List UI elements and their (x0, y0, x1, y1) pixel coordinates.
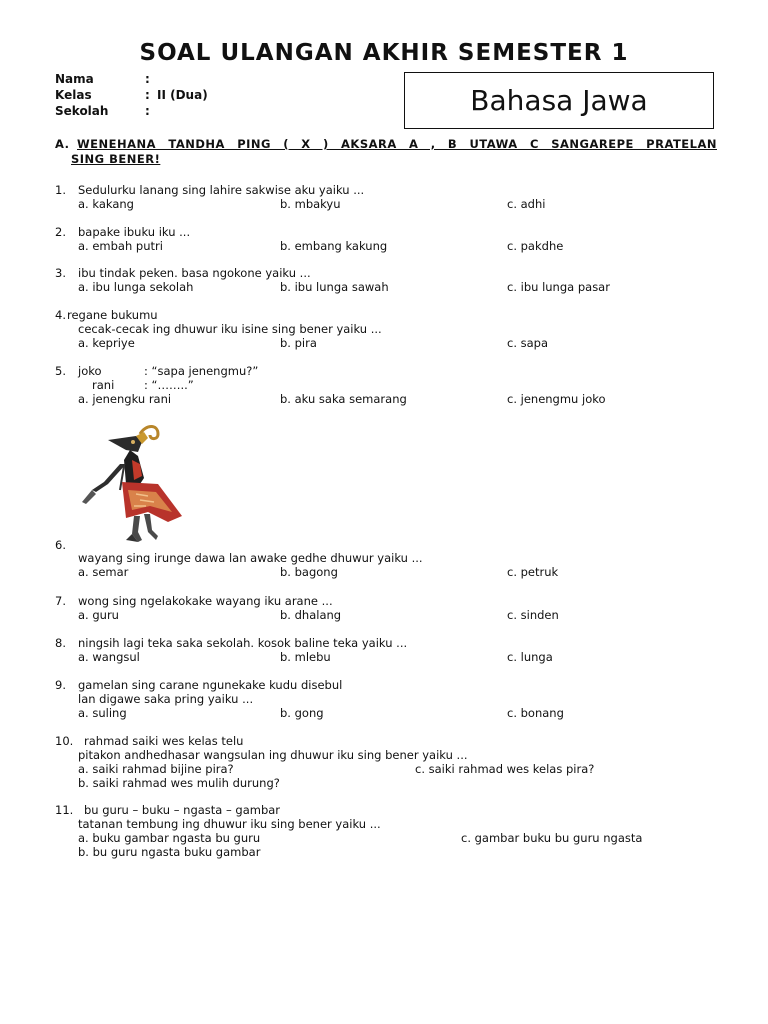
question-number: 6. (55, 538, 66, 552)
dialog-line: : “sapa jenengmu?” (144, 364, 259, 378)
question-text: wong sing ngelakokake wayang iku arane ... (78, 594, 333, 608)
option-b: b. dhalang (280, 608, 342, 622)
option-a: a. suling (78, 706, 127, 720)
option-c: c. petruk (507, 565, 559, 579)
field-colon: : (145, 88, 150, 102)
option-c: c. adhi (507, 197, 546, 211)
question-text: ibu tindak peken. basa ngokone yaiku ... (78, 266, 311, 280)
option-a: a. jenengku rani (78, 392, 172, 406)
option-c: c. pakdhe (507, 239, 564, 253)
question-number: 3. (55, 266, 66, 280)
option-a: a. wangsul (78, 650, 140, 664)
option-c: c. lunga (507, 650, 553, 664)
wayang-puppet-image (78, 420, 188, 545)
question-text: bapake ibuku iku ... (78, 225, 191, 239)
instruction-line-2: SING BENER! (71, 152, 161, 166)
option-b: b. bagong (280, 565, 338, 579)
question-text: gamelan sing carane ngunekake kudu disebul (78, 678, 343, 692)
field-sekolah (55, 104, 157, 120)
question-number: 11. (55, 803, 74, 817)
question-text: lan digawe saka pring yaiku ... (78, 692, 254, 706)
field-kelas (55, 88, 208, 104)
field-colon: : (145, 104, 150, 118)
question-number: 10. (55, 734, 74, 748)
field-value: II (Dua) (157, 88, 208, 102)
option-c: c. sapa (507, 336, 549, 350)
option-a: a. guru (78, 608, 119, 622)
question-text: pitakon andhedhasar wangsulan ing dhuwur iku sing bener yaiku ... (78, 748, 468, 762)
field-nama (55, 72, 157, 88)
instruction-line-1: WENEHANA TANDHA PING ( X ) AKSARA A , B UTAWA C SANGAREPE PRATELAN (77, 137, 717, 151)
question-text: bu guru – buku – ngasta – gambar (84, 803, 281, 817)
question-number: 5. (55, 364, 66, 378)
option-a: a. ibu lunga sekolah (78, 280, 194, 294)
option-c: c. bonang (507, 706, 564, 720)
option-c: c. saiki rahmad wes kelas pira? (415, 762, 595, 776)
question-number: 2. (55, 225, 66, 239)
option-b: b. saiki rahmad wes mulih durung? (78, 776, 280, 790)
option-b: b. mlebu (280, 650, 331, 664)
option-a: a. embah putri (78, 239, 163, 253)
option-b: b. aku saka semarang (280, 392, 407, 406)
question-text: ningsih lagi teka saka sekolah. kosok baline teka yaiku ... (78, 636, 408, 650)
question-number: 9. (55, 678, 66, 692)
option-a: a. kakang (78, 197, 134, 211)
question-number: 7. (55, 594, 66, 608)
dialog-line: : “……..” (144, 378, 194, 392)
field-label: Nama (55, 72, 94, 86)
question-text: wayang sing irunge dawa lan awake gedhe dhuwur yaiku ... (78, 551, 423, 565)
option-b: b. pira (280, 336, 317, 350)
option-b: b. gong (280, 706, 324, 720)
question-number: 8. (55, 636, 66, 650)
option-a: a. semar (78, 565, 129, 579)
option-c: c. jenengmu joko (507, 392, 606, 406)
option-a: a. buku gambar ngasta bu guru (78, 831, 261, 845)
question-text: cecak-cecak ing dhuwur iku isine sing bener yaiku ... (78, 322, 382, 336)
option-c: c. sinden (507, 608, 559, 622)
option-b: b. bu guru ngasta buku gambar (78, 845, 261, 859)
option-c: c. ibu lunga pasar (507, 280, 610, 294)
option-b: b. mbakyu (280, 197, 341, 211)
option-b: b. ibu lunga sawah (280, 280, 389, 294)
exam-title: SOAL ULANGAN AKHIR SEMESTER 1 (139, 40, 629, 66)
subject-box: Bahasa Jawa (404, 72, 714, 129)
field-label: Sekolah (55, 104, 109, 118)
question-number: 4. (55, 308, 66, 322)
section-letter: A. (55, 137, 70, 151)
dialog-speaker: rani (92, 378, 115, 392)
option-c: c. gambar buku bu guru ngasta (461, 831, 643, 845)
field-colon: : (145, 72, 150, 86)
option-a: a. kepriye (78, 336, 135, 350)
question-text: rahmad saiki wes kelas telu (84, 734, 244, 748)
dialog-speaker: joko (78, 364, 102, 378)
question-text: Sedulurku lanang sing lahire sakwise aku yaiku ... (78, 183, 365, 197)
question-text: tatanan tembung ing dhuwur iku sing bener yaiku ... (78, 817, 381, 831)
question-text: regane bukumu (67, 308, 158, 322)
option-b: b. embang kakung (280, 239, 388, 253)
option-a: a. saiki rahmad bijine pira? (78, 762, 234, 776)
question-number: 1. (55, 183, 66, 197)
field-label: Kelas (55, 88, 92, 102)
